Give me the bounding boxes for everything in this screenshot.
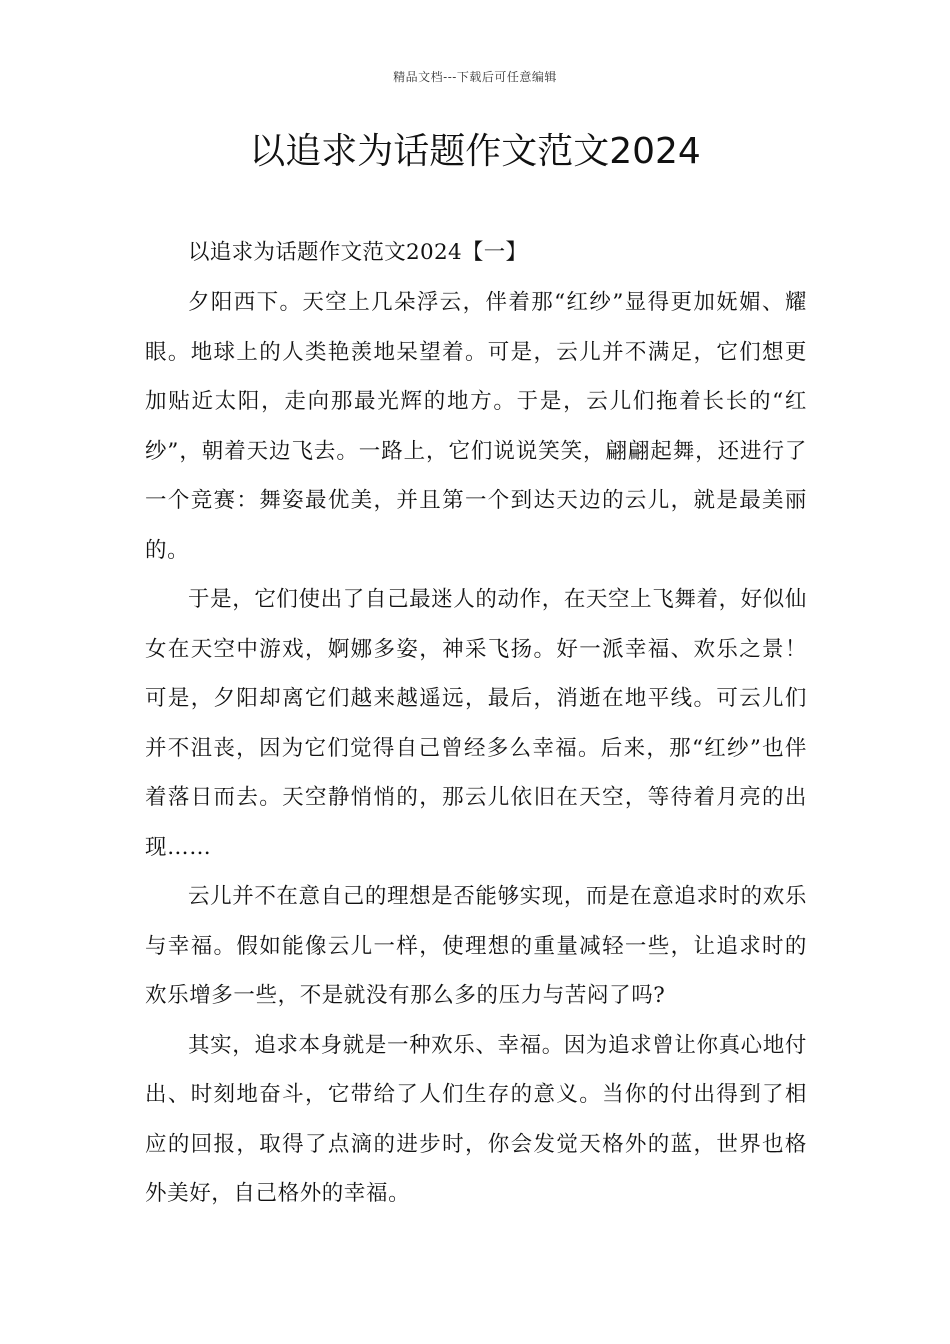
section-heading: 以追求为话题作文范文2024【一】 <box>188 240 528 265</box>
document-body <box>145 228 807 1219</box>
paragraph-3: 云儿并不在意自己的理想是否能够实现，而是在意追求时的欢乐与幸福。假如能像云儿一样，使理想的重量减轻一些，让追求时的欢乐增多一些，不是就没有那么多的压力与苦闷了吗? <box>145 884 807 1008</box>
paragraph-4: 其实，追求本身就是一种欢乐、幸福。因为追求曾让你真心地付出、时刻地奋斗，它带给了人们生存的意义。当你的付出得到了相应的回报，取得了点滴的进步时，你会发觉天格外的蓝，世界也格外美好，自己格外的幸福。 <box>145 1032 807 1206</box>
header-note: 精品文档---下载后可任意编辑 <box>393 70 557 84</box>
paragraph-2: 于是，它们使出了自己最迷人的动作，在天空上飞舞着，好似仙女在天空中游戏，婀娜多姿，神采飞扬。好一派幸福、欢乐之景！可是，夕阳却离它们越来越遥远，最后，消逝在地平线。可云儿们并不沮丧，因为它们觉得自己曾经多么幸福。后来，那“红纱”也伴着落日而去。天空静悄悄的，那云儿依旧在天空，等待着月亮的出现…… <box>145 587 807 860</box>
document-title: 以追求为话题作文范文2024 <box>249 131 701 172</box>
paragraph-1: 夕阳西下。天空上几朵浮云，伴着那“红纱”显得更加妩媚、耀眼。地球上的人类艳羡地呆望着。可是，云儿并不满足，它们想更加贴近太阳，走向那最光辉的地方。于是，云儿们拖着长长的“红纱”，朝着天边飞去。一路上，它们说说笑笑，翩翩起舞，还进行了一个竞赛：舞姿最优美，并且第一个到达天边的云儿，就是最美丽的。 <box>145 290 807 563</box>
